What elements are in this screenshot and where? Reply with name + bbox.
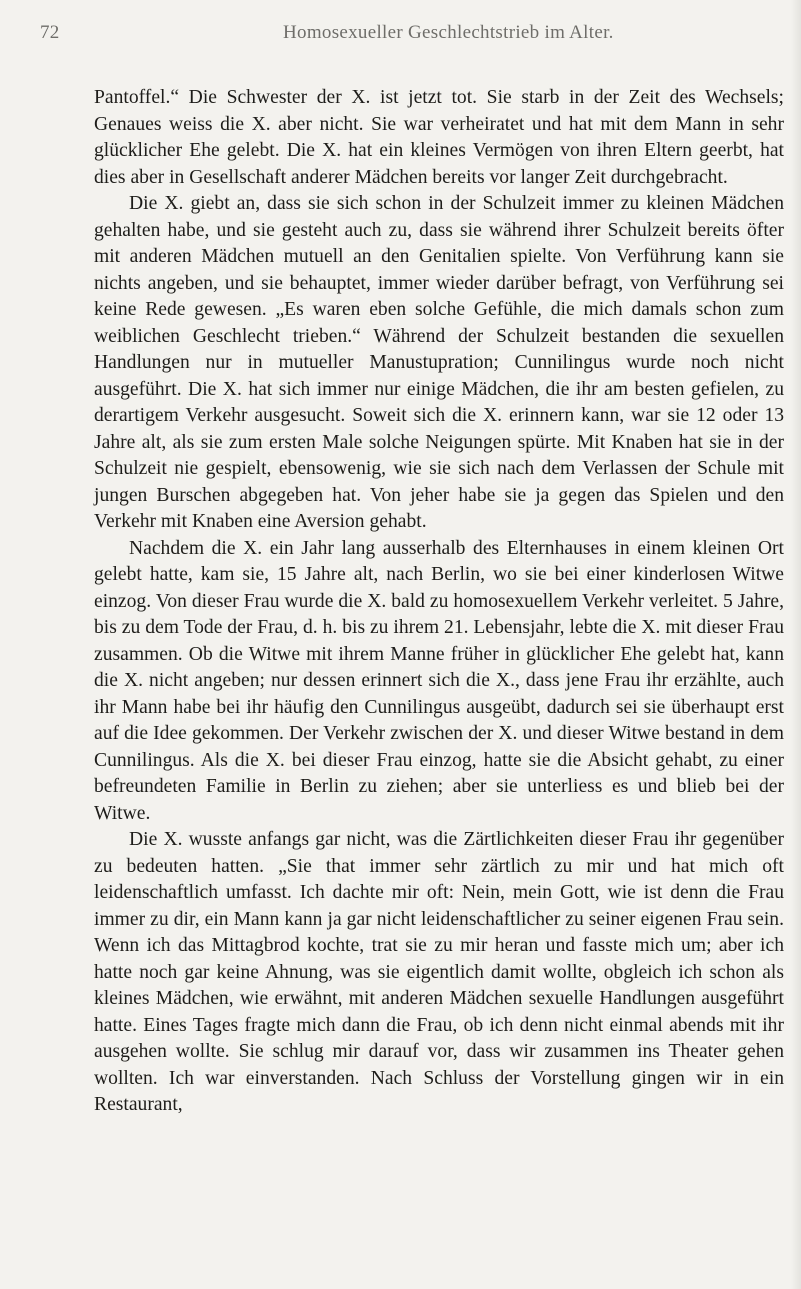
page-edge-shadow — [791, 0, 801, 1289]
paragraph: Pantoffel.“ Die Schwester der X. ist jetzt tot. Sie starb in der Zeit des Wechsels; Genaues weiss die X. aber nicht. Sie war verheiratet und hat mit dem Mann in sehr glücklicher Ehe gelebt. Die X. hat ein kleines Vermögen von ihren Eltern geerbt, hat dies aber in Gesellschaft anderer Mädchen bereits vor langer Zeit durchgebracht. — [94, 87, 784, 188]
running-title: Homosexueller Geschlechtstrieb im Alter. — [283, 22, 614, 43]
paragraph: Die X. wusste anfangs gar nicht, was die Zärtlichkeiten dieser Frau ihr gegenüber zu bedeuten hatten. „Sie that immer sehr zärtlich zu mir und hat mich oft leidenschaftlich umfasst. Ich dachte mir oft: Nein, mein Gott, wie ist denn die Frau immer zu dir, ein Mann kann ja gar nicht leidenschaftlicher zu seiner eigenen Frau sein. Wenn ich das Mittagbrod kochte, trat sie zu mir heran und fasste mich um; aber ich hatte noch gar keine Ahnung, was sie eigentlich damit wollte, obgleich ich schon als kleines Mädchen, wie erwähnt, mit anderen Mädchen sexuelle Handlungen ausgeführt hatte. Eines Tages fragte mich dann die Frau, ob ich denn nicht einmal abends mit ihr ausgehen wollte. Sie schlug mir darauf vor, dass wir zusammen ins Theater gehen wollten. Ich war einverstanden. Nach Schluss der Vorstellung gingen wir in ein Restaurant, — [94, 829, 784, 1115]
body-text — [94, 85, 784, 1119]
page-number: 72 — [40, 22, 60, 43]
paragraph: Die X. giebt an, dass sie sich schon in der Schulzeit immer zu kleinen Mädchen gehalten habe, und sie gesteht auch zu, dass sie während ihrer Schulzeit bereits öfter mit anderen Mädchen mutuell an den Genitalien spielte. Von Verführung kann sie nichts angeben, und sie behauptet, immer wieder darüber befragt, von Verführung sei keine Rede gewesen. „Es waren eben solche Gefühle, die mich damals schon zum weiblichen Geschlecht trieben.“ Während der Schulzeit bestanden die sexuellen Handlungen nur in mutueller Manustupration; Cunnilingus wurde noch nicht ausgeführt. Die X. hat sich immer nur einige Mädchen, die ihr am besten gefielen, zu derartigem Verkehr ausgesucht. Soweit sich die X. erinnern kann, war sie 12 oder 13 Jahre alt, als sie zum ersten Male solche Neigungen spürte. Mit Knaben hat sie in der Schulzeit nie gespielt, ebensowenig, wie sie sich nach dem Verlassen der Schule mit jungen Burschen abgegeben hat. Von jeher habe sie ja gegen das Spielen und den Verkehr mit Knaben eine Aversion gehabt. — [94, 193, 784, 532]
page-header — [40, 22, 781, 52]
paragraph: Nachdem die X. ein Jahr lang ausserhalb des Elternhauses in einem kleinen Ort gelebt hatte, kam sie, 15 Jahre alt, nach Berlin, wo sie bei einer kinderlosen Witwe einzog. Von dieser Frau wurde die X. bald zu homosexuellem Verkehr verleitet. 5 Jahre, bis zu dem Tode der Frau, d. h. bis zu ihrem 21. Lebensjahr, lebte die X. mit dieser Frau zusammen. Ob die Witwe mit ihrem Manne früher in glücklicher Ehe gelebt hat, kann die X. nicht angeben; nur dessen erinnert sich die X., dass jene Frau ihr erzählte, auch ihr Mann habe bei ihr häufig den Cunnilingus ausgeübt, dadurch sei sie überhaupt erst auf die Idee gekommen. Der Verkehr zwischen der X. und dieser Witwe bestand in dem Cunnilingus. Als die X. bei dieser Frau einzog, hatte sie die Absicht gehabt, zu einer befreundeten Familie in Berlin zu ziehen; aber sie unterliess es und blieb bei der Witwe. — [94, 537, 784, 824]
